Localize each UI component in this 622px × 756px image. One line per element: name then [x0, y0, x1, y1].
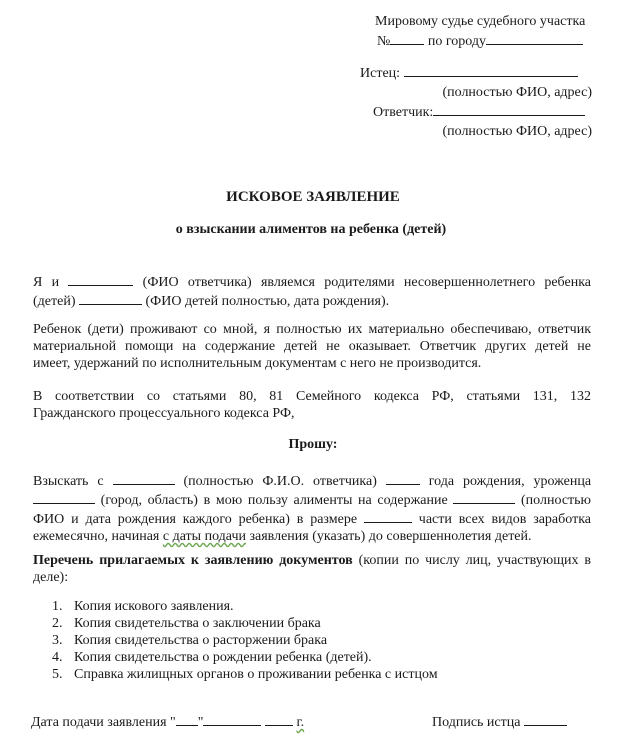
plaintiff-blank[interactable] [404, 63, 578, 77]
list-item: 2. Копия свидетельства о заключении брака [52, 616, 321, 631]
document-title: ИСКОВОЕ ЗАЯВЛЕНИЕ [226, 189, 400, 205]
list-item: 5. Справка жилищных органов о проживании ребенка с истцом [52, 667, 438, 682]
paragraph-legal-basis: В соответствии со статьями 80, 81 Семейного кодекса РФ, статьями 131, 132 Гражданского процессуального кодекса РФ, [33, 389, 591, 421]
request-heading: Прошу: [288, 437, 338, 452]
day-blank[interactable] [176, 712, 198, 726]
children-fullname-blank[interactable] [453, 490, 515, 504]
defendant-blank[interactable] [433, 102, 585, 116]
addressee-block [360, 12, 592, 141]
plaintiff-hint: (полностью ФИО, адрес) [442, 85, 592, 100]
defendant-hint: (полностью ФИО, адрес) [442, 124, 592, 139]
share-blank[interactable] [364, 509, 412, 523]
paragraph-parents: Я и (ФИО ответчика) являемся родителями несовершеннолетнего ребенка (детей) (ФИО детей полностью, дата рождения). [33, 272, 591, 310]
year-suffix: г. [296, 715, 305, 730]
paragraph-residence: Ребенок (дети) проживают со мной, я полностью их материально обеспечиваю, ответчик материальной помощи на содержание детей не оказывает. Ответчик других детей не имеет, удержаний по исполнительным документам с него не производится. [33, 322, 591, 371]
birthplace-blank[interactable] [33, 490, 95, 504]
attachments-list [52, 598, 438, 683]
attachments-heading: Перечень прилагаемых к заявлению документов (копии по числу лиц, участвующих в деле): [33, 553, 591, 585]
plaintiff-line: Истец: [360, 63, 592, 83]
filing-date-line: Дата подачи заявления " " г. [31, 712, 304, 731]
court-number-line: № по городу [360, 31, 592, 51]
children-name-blank[interactable] [79, 291, 142, 305]
defendant-name-blank[interactable] [68, 272, 133, 286]
defendant-fullname-blank[interactable] [113, 471, 175, 485]
defendant-line: Ответчик: [360, 102, 592, 122]
month-blank[interactable] [203, 712, 261, 726]
paragraph-request: Взыскать с (полностью Ф.И.О. ответчика) года рождения, уроженца (город, область) в мою пользу алименты на содержание (полностью ФИО и дата рождения каждого ребенка) в размере части всех видов заработка ежемесячно, начиная с даты подачи заявления (указать) до совершеннолетия детей. [33, 471, 591, 545]
addressee-line: Мировому судье судебного участка [375, 14, 586, 29]
city-blank[interactable] [486, 31, 583, 45]
birth-year-blank[interactable] [386, 471, 420, 485]
list-item: 4. Копия свидетельства о рождении ребенка (детей). [52, 650, 372, 665]
court-number-blank[interactable] [390, 31, 424, 45]
document-subtitle: о взыскании алиментов на ребенка (детей) [175, 222, 447, 237]
list-item: 1. Копия искового заявления. [52, 599, 234, 614]
list-item: 3. Копия свидетельства о расторжении брака [52, 633, 328, 648]
signature-blank[interactable] [524, 712, 567, 726]
signature-line: Подпись истца [432, 712, 567, 731]
year-blank[interactable] [265, 712, 293, 726]
spellcheck-underline: с даты подачи [162, 529, 246, 544]
